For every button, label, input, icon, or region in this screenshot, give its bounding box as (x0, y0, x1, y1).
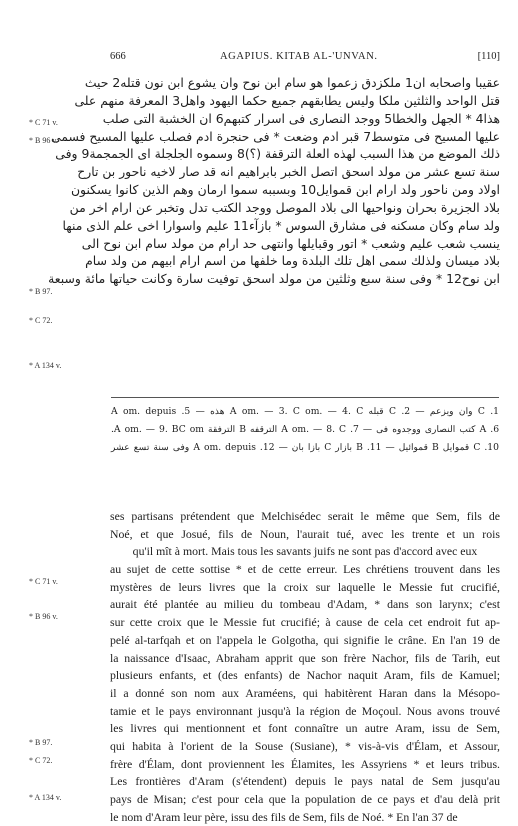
margin-ref-arabic: * A 134 v. (29, 361, 62, 370)
arabic-line: ذلك الموضع من هذا السبب لهذه العلة الترقفة (؟)8 وسموه الجلجلة اى الجمجمة9 وفى (55, 146, 500, 162)
french-line: pelé al-tarfqah et on l'appela le Golgotha, qui signifie le crâne. En l'an 19 de (110, 632, 500, 647)
margin-ref-french: * C 71 v. (29, 577, 58, 586)
french-line: pays de Misan; c'est pour cela que la population de ce pays et d'au delà prit (110, 792, 500, 806)
margin-ref-french: * C 72. (29, 756, 53, 765)
page-title: AGAPIUS. KITAB AL-'UNVAN. (220, 51, 378, 62)
french-line: aurait été plantée au milieu du tombeau d'Adam, * dans son larynx; c'est (110, 597, 500, 612)
section-number: [110] (477, 51, 500, 62)
arabic-line: بلاد ميسان ولذلك سمى اهل تلك البلدة وما خلفها من اسم ارام ابيهم من ولد سام (85, 253, 500, 269)
page-number: 666 (110, 51, 126, 62)
arabic-line: عقيبا واصحابه ان1 ملكزدق زعموا هو سام ابن نوح وان يشوع ابن نون قتله2 حيث (84, 75, 500, 90)
french-translation (110, 508, 500, 826)
arabic-line: ينسب شعب عليم وشعب * اتور وقبايلها وانتهى حد ارام من مولد سام ابن نوح الى (81, 235, 500, 251)
french-line: qu'il mît à mort. Mais tous les savants juifs ne sont pas d'accord avec eux (132, 544, 478, 559)
french-line: le nom d'Aram leur père, issu des fils de Sem, fils de Noé. * En l'an 37 de (110, 809, 458, 824)
arabic-line: هذا4 * الجهل والخطا5 ووجد النصارى فى اسرار كتبهم6 ان الخشبة التى صلب (102, 110, 500, 126)
french-line: qui habita à l'orient de la Souse (Susiane), * vis-à-vis d'Élam, et Assour, (110, 738, 500, 753)
arabic-text-block (48, 74, 500, 288)
french-line: mystères de leurs livres que la croix sur laquelle le Messie fut crucifié, (110, 579, 500, 594)
french-line: tamie et le pays environnant jusqu'à la région de Moçoul. Nous avons trouvé (110, 703, 500, 718)
margin-ref-french: * B 97. (29, 738, 53, 747)
margin-ref-french: * B 96 v. (29, 612, 58, 621)
french-line: plusieurs enfants, et (des enfants) de Nachor naquit Aram, fils de Kamuel; (110, 668, 500, 683)
apparatus-notes (111, 403, 499, 457)
margin-ref-arabic: * C 72. (29, 316, 53, 325)
french-line: il a donné son nom aux Araméens, qui habitèrent Haran dans la Mésopo- (110, 685, 500, 700)
french-line: frère d'Élam, dont proviennent les Élamites, les Assyriens * et leurs tribus. (110, 756, 500, 771)
french-line: Noé, et que Josué, fils de Noun, l'aurait tué, avec les trente et un rois (110, 526, 500, 541)
margin-ref-french: * A 134 v. (29, 793, 62, 802)
french-line: la naissance d'Isaac, Abraham apprit que son frère Nachor, fils de Tarih, eut (110, 650, 500, 665)
arabic-line: ولد سام وكان مسكنه فى مشارق السوس * بازآء11 عليم واسوارا اخى علم الذى منها (62, 217, 500, 233)
margin-ref-arabic: * C 71 v. (29, 118, 58, 127)
arabic-line: قتل الواحد والثلثين ملكا وليس يطابقهم جميع حكما اليهود واهل3 المعرفة منهم على (74, 92, 500, 108)
arabic-line: سنة تسع عشر من مولد اسحق اتصل الخبر بابراهيم انه قد صار لاخيه ناحور بن تارح (77, 164, 500, 180)
arabic-line: بلاد الجزيرة بحران ونواحيها الى بلاد الموصل ووجد الكتب تدل وتخبر عن ارام اخر من (69, 199, 500, 215)
arabic-line: عليها المسيح فى متوسط7 قبر ادم وضعت * فى حنجرة ادم فصلب عليها المسيح فسمى (51, 128, 500, 144)
french-line: les livres qui mentionnent et font connaître un autre Aram, issu de Sem, (110, 721, 500, 736)
margin-ref-arabic: * B 97. (29, 287, 53, 296)
french-line: au sujet de cette sottise * et de cette erreur. Les chrétiens trouvent dans les (110, 562, 500, 577)
arabic-line: اولاد ومن ناحور ولد ارام ابن قموايل10 وبسببه سموا ارمان وهم الذين كانوا يسكنون (70, 182, 500, 198)
footnote-line: 10. C قموايل B قموائيل — 11. B بازار C بازا بان — 12. A om. depuis وفى سنة تسع عشر (111, 442, 499, 453)
french-line: Les frontières d'Aram (s'étendent) depuis le pays natal de Sem jusqu'au (110, 774, 500, 789)
french-line: sur cette croix que le Messie fut crucifié; à cause de cela cet endroit fut ap- (110, 615, 500, 630)
footnote-line: 6. A كتب النصارى ووجدوه فى — 7. A om. — 8. C الترقفه B الترفقة A om. — 9. BC om. (111, 424, 500, 435)
footnote-line: 1. C وان ويزعم — 2. C قبله A om. — 3. C om. — 4. C هذه — 5. A om. depuis (111, 406, 500, 417)
french-line: ses partisans prétendent que Melchisédec serait le même que Sem, fils de (110, 509, 500, 523)
arabic-line: ابن نوح12 * وفى سنة سبع وثلثين من مولد اسحق توفيت سارة وكانت حياتها مائة وسبعة (48, 271, 500, 287)
margin-ref-arabic: * B 96 v. (29, 136, 58, 145)
running-header (110, 51, 500, 65)
footnote-separator (111, 397, 499, 398)
